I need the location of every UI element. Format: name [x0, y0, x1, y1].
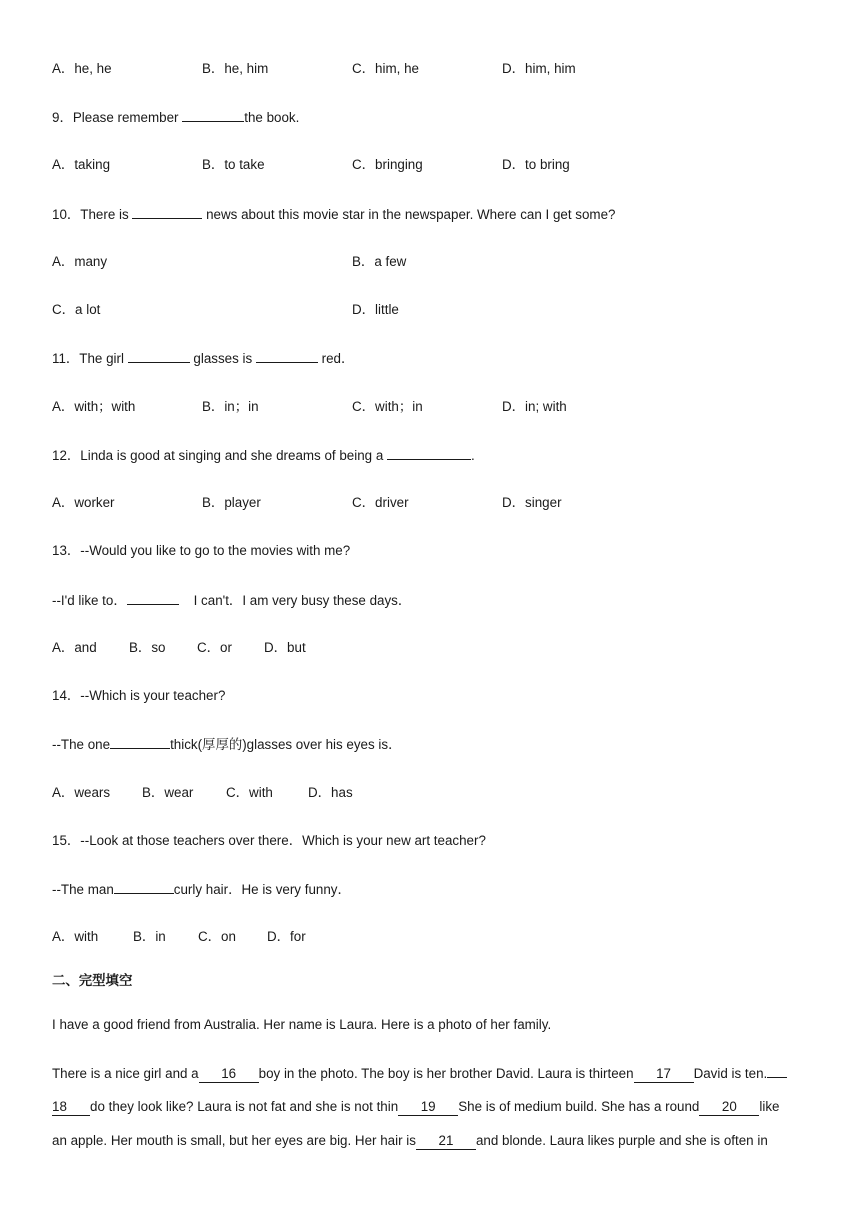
q14-option-b[interactable]: B．wear [142, 785, 194, 800]
passage-text: do they look like? Laura is not fat and she is not thin [90, 1099, 399, 1114]
q13-text-pre: --I'd like to． [52, 593, 127, 608]
q15-option-c[interactable]: C．on [198, 929, 236, 944]
q11-text-post: red． [317, 351, 355, 366]
q13-option-d[interactable]: D．but [264, 640, 306, 655]
q15-option-b[interactable]: B．in [133, 929, 166, 944]
q10-text-pre: 10．There is [52, 207, 133, 222]
q11-blank-2[interactable] [256, 348, 318, 363]
q9-option-c[interactable]: C．bringing [352, 157, 423, 172]
q11-blank-1[interactable] [128, 348, 190, 363]
q9-text-post: the book. [244, 110, 300, 125]
q14-blank[interactable] [110, 734, 170, 749]
q13-text-post: I can't．I am very busy these days． [178, 593, 412, 608]
q15-option-a[interactable]: A．with [52, 929, 99, 944]
q12-text-post: . [471, 448, 475, 463]
q11-option-b[interactable]: B．in；in [202, 399, 259, 414]
passage-line-4 [52, 1131, 768, 1151]
q14-option-d[interactable]: D．has [308, 785, 353, 800]
q10-blank[interactable] [132, 204, 202, 219]
q13-option-c[interactable]: C．or [197, 640, 232, 655]
q11-stem [52, 348, 354, 369]
q14-stem: 14．--Which is your teacher? [52, 688, 226, 703]
q15-blank[interactable] [114, 879, 174, 894]
q13-option-a[interactable]: A．and [52, 640, 97, 655]
q12-blank[interactable] [387, 445, 471, 460]
q10-stem [52, 204, 616, 225]
passage-text: There is a nice girl and a [52, 1066, 199, 1081]
q10-option-b[interactable]: B．a few [352, 254, 407, 269]
q12-option-c[interactable]: C．driver [352, 495, 409, 510]
q9-option-a[interactable]: A．taking [52, 157, 111, 172]
q11-text-mid: glasses is [189, 351, 256, 366]
q11-option-a[interactable]: A．with；with [52, 399, 136, 414]
q15-text-pre: --The man [52, 882, 114, 897]
q9-text-pre: 9．Please remember [52, 110, 183, 125]
q13-blank[interactable] [127, 590, 179, 605]
q14-response [52, 734, 401, 755]
q10-option-a[interactable]: A．many [52, 254, 108, 269]
cloze-blank-20[interactable]: 20 [699, 1099, 759, 1116]
passage-text: boy in the photo. The boy is her brother David. Laura is thirteen [258, 1066, 634, 1081]
cloze-blank-19[interactable]: 19 [398, 1099, 458, 1116]
q11-option-d[interactable]: D．in; with [502, 399, 567, 414]
passage-line-2 [52, 1064, 787, 1084]
q15-stem: 15．--Look at those teachers over there．Which is your new art teacher? [52, 833, 486, 848]
q8-option-a[interactable]: A．he, he [52, 61, 112, 76]
q10-option-d[interactable]: D．little [352, 302, 399, 317]
cloze-blank-21[interactable]: 21 [416, 1133, 476, 1150]
q12-stem [52, 445, 475, 466]
q8-option-d[interactable]: D．him, him [502, 61, 576, 76]
q9-option-d[interactable]: D．to bring [502, 157, 570, 172]
passage-text: She is of medium build. She has a round [458, 1099, 700, 1114]
q9-blank[interactable] [182, 107, 244, 122]
passage-line-3 [52, 1097, 779, 1117]
q14-option-c[interactable]: C．with [226, 785, 273, 800]
passage-text: an apple. Her mouth is small, but her eyes are big. Her hair is [52, 1133, 416, 1148]
q14-text-pre: --The one [52, 737, 111, 752]
q15-response [52, 879, 351, 900]
q12-option-a[interactable]: A．worker [52, 495, 115, 510]
cloze-blank-16[interactable]: 16 [199, 1066, 259, 1083]
q12-text-pre: 12．Linda is good at singing and she dreams of being a [52, 448, 387, 463]
q10-option-c[interactable]: C．a lot [52, 302, 101, 317]
cloze-blank-18-start[interactable] [767, 1077, 787, 1078]
passage-text: like [759, 1099, 780, 1114]
q8-option-b[interactable]: B．he, him [202, 61, 269, 76]
q14-option-a[interactable]: A．wears [52, 785, 111, 800]
q10-text-post: news about this movie star in the newspaper. Where can I get some? [202, 207, 616, 222]
cloze-blank-17[interactable]: 17 [634, 1066, 694, 1083]
q11-text-pre: 11．The girl [52, 351, 128, 366]
q12-option-d[interactable]: D．singer [502, 495, 562, 510]
q13-option-b[interactable]: B．so [129, 640, 166, 655]
section-heading-cloze: 二、完型填空 [52, 973, 133, 988]
cloze-blank-18[interactable]: 18 [52, 1099, 90, 1116]
q13-response [52, 590, 411, 611]
q11-option-c[interactable]: C．with；in [352, 399, 423, 414]
passage-line-1: I have a good friend from Australia. Her name is Laura. Here is a photo of her family. [52, 1017, 552, 1032]
q15-text-post: curly hair．He is very funny． [173, 882, 351, 897]
q9-stem [52, 107, 299, 128]
passage-text: and blonde. Laura likes purple and she is often in [475, 1133, 768, 1148]
q12-option-b[interactable]: B．player [202, 495, 261, 510]
q15-option-d[interactable]: D．for [267, 929, 306, 944]
q8-option-c[interactable]: C．him, he [352, 61, 419, 76]
passage-text: David is ten. [693, 1066, 768, 1081]
q13-stem: 13．--Would you like to go to the movies with me? [52, 543, 351, 558]
q14-text-post: thick(厚厚的)glasses over his eyes is． [170, 737, 402, 752]
q9-option-b[interactable]: B．to take [202, 157, 265, 172]
